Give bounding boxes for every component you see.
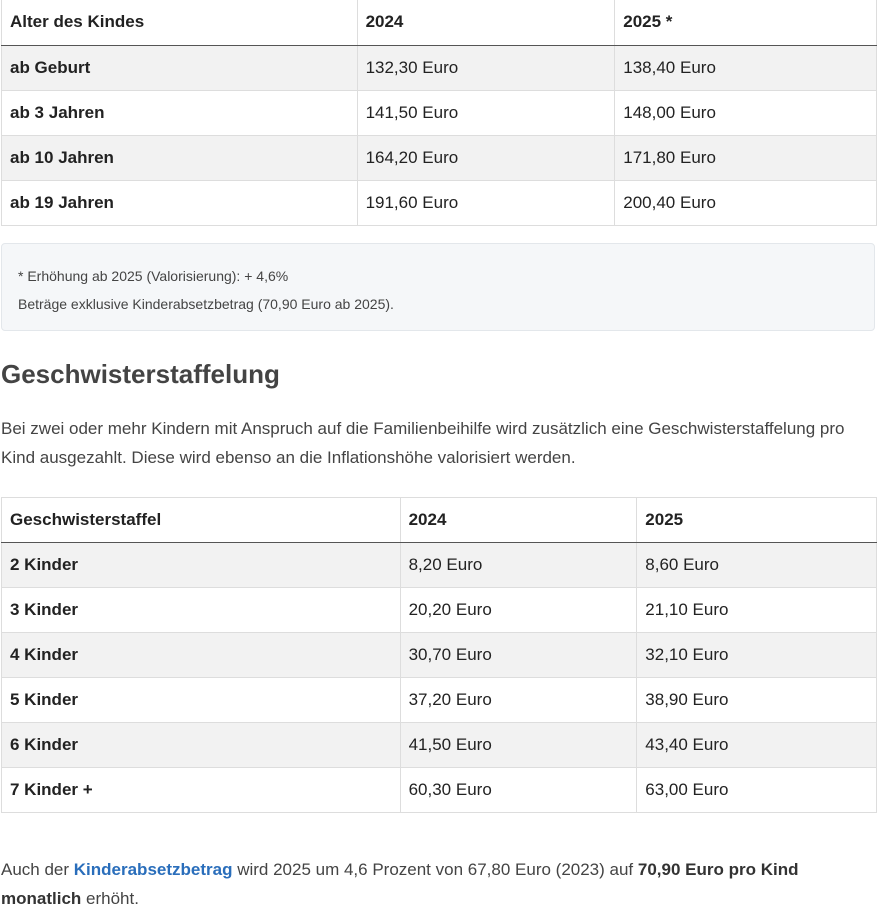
cell-value: 38,90 Euro <box>637 678 877 723</box>
cell-value: 32,10 Euro <box>637 633 877 678</box>
column-header: Alter des Kindes <box>2 0 358 45</box>
table-row <box>2 588 877 633</box>
cell-value: 200,40 Euro <box>615 180 877 225</box>
cell-value: 60,30 Euro <box>400 768 637 813</box>
cell-value: 37,20 Euro <box>400 678 637 723</box>
table-container <box>1 497 877 813</box>
closing-paragraph <box>1 855 879 913</box>
cell-value: 132,30 Euro <box>357 45 615 90</box>
section-intro: Bei zwei oder mehr Kindern mit Anspruch auf die Familienbeihilfe wird zusätzlich eine Geschwisterstaffelung pro Kind ausgezahlt. Diese wird ebenso an die Inflationshöhe valorisiert werden. <box>1 419 845 467</box>
row-label: 3 Kinder <box>2 588 401 633</box>
cell-value: 138,40 Euro <box>615 45 877 90</box>
closing-text: wird 2025 um 4,6 Prozent von 67,80 Euro (2023) auf <box>232 860 638 879</box>
footnote-box <box>1 243 875 331</box>
cell-value: 63,00 Euro <box>637 768 877 813</box>
familienbeihilfe-table <box>1 0 877 226</box>
table-header-row <box>2 0 877 45</box>
table-row <box>2 723 877 768</box>
column-header: 2025 <box>637 498 877 543</box>
table-row <box>2 678 877 723</box>
table-row <box>2 135 877 180</box>
row-label: ab 19 Jahren <box>2 180 358 225</box>
table-row <box>2 633 877 678</box>
cell-value: 171,80 Euro <box>615 135 877 180</box>
table-row <box>2 180 877 225</box>
row-label: ab 10 Jahren <box>2 135 358 180</box>
row-label: 4 Kinder <box>2 633 401 678</box>
cell-value: 191,60 Euro <box>357 180 615 225</box>
table-row <box>2 768 877 813</box>
column-header: Geschwisterstaffel <box>2 498 401 543</box>
row-label: 2 Kinder <box>2 543 401 588</box>
footnote-line: * Erhöhung ab 2025 (Valorisierung): + 4,6% <box>18 268 289 284</box>
table-row <box>2 90 877 135</box>
column-header: 2024 <box>400 498 637 543</box>
row-label: 7 Kinder + <box>2 768 401 813</box>
table-row <box>2 543 877 588</box>
footnote-line: Beträge exklusive Kinderabsetzbetrag (70,90 Euro ab 2025). <box>18 296 394 312</box>
cell-value: 8,60 Euro <box>637 543 877 588</box>
column-header: 2024 <box>357 0 615 45</box>
closing-text: Auch der <box>1 860 74 879</box>
cell-value: 164,20 Euro <box>357 135 615 180</box>
cell-value: 41,50 Euro <box>400 723 637 768</box>
row-label: 5 Kinder <box>2 678 401 723</box>
column-header: 2025 * <box>615 0 877 45</box>
row-label: 6 Kinder <box>2 723 401 768</box>
cell-value: 30,70 Euro <box>400 633 637 678</box>
section-heading: Geschwisterstaffelung <box>1 359 280 389</box>
cell-value: 141,50 Euro <box>357 90 615 135</box>
cell-value: 20,20 Euro <box>400 588 637 633</box>
highlighted-amount: 70,90 Euro pro Kind monatlich <box>1 860 799 908</box>
kinderabsetzbetrag-link[interactable]: Kinderabsetzbetrag <box>73 860 233 879</box>
row-label: ab Geburt <box>2 45 358 90</box>
cell-value: 8,20 Euro <box>400 543 637 588</box>
geschwisterstaffel-table <box>1 497 877 813</box>
cell-value: 21,10 Euro <box>637 588 877 633</box>
cell-value: 148,00 Euro <box>615 90 877 135</box>
content <box>1 0 878 908</box>
closing-text: erhöht. <box>81 889 139 908</box>
row-label: ab 3 Jahren <box>2 90 358 135</box>
table-row <box>2 45 877 90</box>
cell-value: 43,40 Euro <box>637 723 877 768</box>
table-header-row <box>2 498 877 543</box>
